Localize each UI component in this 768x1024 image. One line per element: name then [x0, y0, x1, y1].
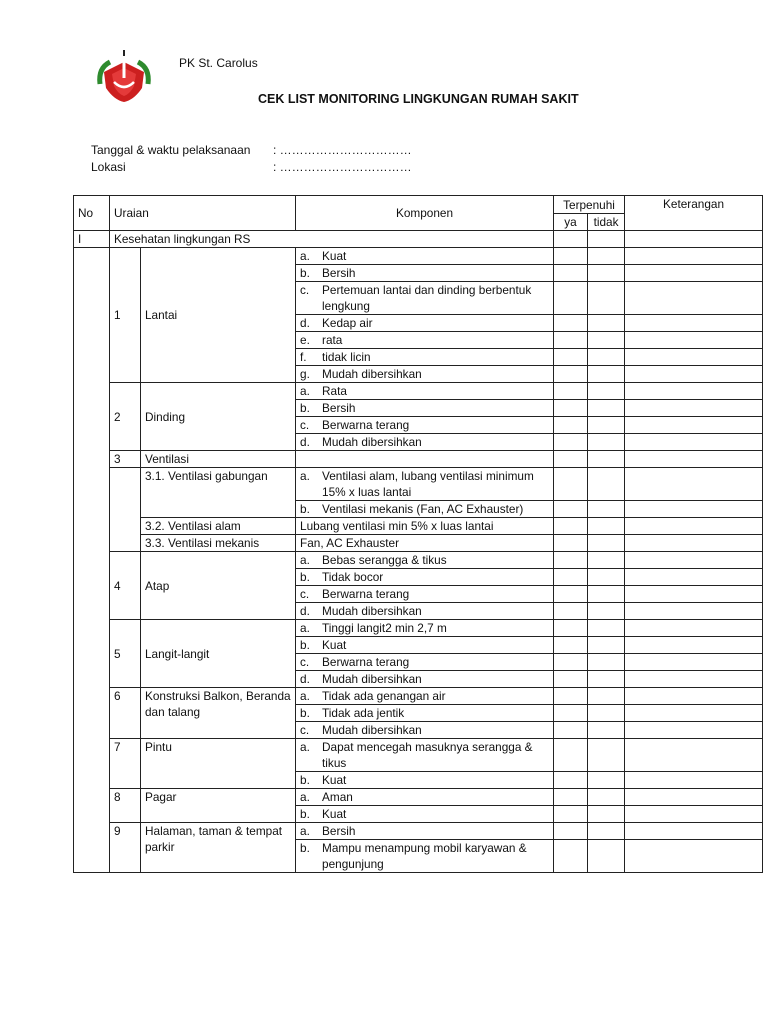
- component-cell: [296, 671, 554, 688]
- component-text: Mudah dibersihkan: [322, 367, 422, 381]
- keterangan-cell[interactable]: [625, 451, 763, 468]
- no-cell: [110, 468, 141, 552]
- component-letter: d.: [300, 672, 310, 686]
- meta-row-location: [91, 160, 412, 174]
- keterangan-cell[interactable]: [625, 569, 763, 586]
- keterangan-cell[interactable]: [625, 722, 763, 739]
- component-text: Mampu menampung mobil karyawan & pengunjung: [322, 841, 527, 871]
- component-cell: [296, 552, 554, 569]
- check-ya-cell[interactable]: [554, 468, 588, 501]
- item-label: Konstruksi Balkon, Beranda dan talang: [141, 688, 296, 739]
- keterangan-cell[interactable]: [625, 417, 763, 434]
- check-ya-cell[interactable]: [554, 417, 588, 434]
- check-tidak-cell[interactable]: [588, 637, 625, 654]
- component-text: Ventilasi alam, lubang ventilasi minimum 15% x luas lantai: [322, 469, 534, 499]
- component-text: Tidak ada genangan air: [322, 689, 446, 703]
- keterangan-cell[interactable]: [625, 603, 763, 620]
- keterangan-cell[interactable]: [625, 705, 763, 722]
- meta-label: Lokasi: [91, 160, 126, 174]
- check-tidak-cell[interactable]: [588, 654, 625, 671]
- keterangan-cell[interactable]: [625, 671, 763, 688]
- check-tidak-cell[interactable]: [588, 569, 625, 586]
- table-row: [74, 552, 763, 569]
- component-cell: [296, 806, 554, 823]
- component-text: Bersih: [322, 266, 356, 280]
- component-text: Mudah dibersihkan: [322, 723, 422, 737]
- check-tidak-cell[interactable]: [588, 501, 625, 518]
- item-label: Langit-langit: [141, 620, 296, 688]
- check-ya-cell[interactable]: [554, 739, 588, 772]
- component-text: Kuat: [322, 249, 347, 263]
- check-tidak-cell[interactable]: [588, 722, 625, 739]
- component-text: Kedap air: [322, 316, 373, 330]
- item-number: 7: [110, 739, 141, 789]
- keterangan-cell[interactable]: [625, 383, 763, 400]
- table-row: [74, 248, 763, 265]
- section-label: Kesehatan lingkungan RS: [110, 231, 554, 248]
- check-ya-cell[interactable]: [554, 282, 588, 315]
- item-number: 9: [110, 823, 141, 873]
- check-ya-cell[interactable]: [554, 434, 588, 451]
- table-row: [74, 739, 763, 772]
- meta-row-date: [91, 143, 412, 157]
- component-letter: d.: [300, 316, 310, 330]
- component-text: Rata: [322, 384, 347, 398]
- sub-item-label: 3.1. Ventilasi gabungan: [141, 468, 296, 518]
- check-ya-cell[interactable]: [554, 518, 588, 535]
- check-tidak-cell[interactable]: [588, 688, 625, 705]
- component-cell: [296, 349, 554, 366]
- component-cell: [296, 823, 554, 840]
- check-ya-cell[interactable]: [554, 603, 588, 620]
- component-letter: c.: [300, 283, 310, 297]
- component-cell: [296, 705, 554, 722]
- component-letter: c.: [300, 655, 310, 669]
- component-letter: b.: [300, 502, 310, 516]
- keterangan-cell[interactable]: [625, 535, 763, 552]
- header-ya: ya: [554, 214, 588, 231]
- check-tidak-cell[interactable]: [588, 739, 625, 772]
- component-cell: Lubang ventilasi min 5% x luas lantai: [296, 518, 554, 535]
- keterangan-cell[interactable]: [625, 332, 763, 349]
- table-row: [74, 468, 763, 501]
- check-tidak-cell[interactable]: [588, 451, 625, 468]
- component-cell: [296, 620, 554, 637]
- item-label: Dinding: [141, 383, 296, 451]
- check-ya-cell[interactable]: [554, 231, 588, 248]
- component-letter: b.: [300, 638, 310, 652]
- keterangan-cell[interactable]: [625, 501, 763, 518]
- table-row: [74, 451, 763, 468]
- component-cell: [296, 688, 554, 705]
- component-cell: [296, 654, 554, 671]
- component-letter: b.: [300, 807, 310, 821]
- keterangan-cell[interactable]: [625, 315, 763, 332]
- keterangan-cell[interactable]: [625, 789, 763, 806]
- keterangan-cell[interactable]: [625, 586, 763, 603]
- keterangan-cell[interactable]: [625, 552, 763, 569]
- component-text: Aman: [322, 790, 353, 804]
- component-letter: a.: [300, 824, 310, 838]
- check-tidak-cell[interactable]: [588, 586, 625, 603]
- keterangan-cell[interactable]: [625, 823, 763, 840]
- keterangan-cell[interactable]: [625, 739, 763, 772]
- keterangan-cell[interactable]: [625, 434, 763, 451]
- item-number: 2: [110, 383, 141, 451]
- keterangan-cell[interactable]: [625, 772, 763, 789]
- sub-item-label: 3.2. Ventilasi alam: [141, 518, 296, 535]
- component-cell: [296, 789, 554, 806]
- check-ya-cell[interactable]: [554, 248, 588, 265]
- item-label: Lantai: [141, 248, 296, 383]
- check-ya-cell[interactable]: [554, 501, 588, 518]
- component-cell: [296, 637, 554, 654]
- component-cell: [296, 417, 554, 434]
- check-tidak-cell[interactable]: [588, 400, 625, 417]
- check-ya-cell[interactable]: [554, 349, 588, 366]
- component-cell: [296, 586, 554, 603]
- checklist-table: [73, 195, 763, 873]
- checklist-body: [74, 231, 763, 873]
- check-tidak-cell[interactable]: [588, 434, 625, 451]
- check-ya-cell[interactable]: [554, 772, 588, 789]
- component-text: Pertemuan lantai dan dinding berbentuk lengkung: [322, 283, 532, 313]
- check-ya-cell[interactable]: [554, 383, 588, 400]
- keterangan-cell[interactable]: [625, 654, 763, 671]
- meta-value: : ……………………………: [273, 160, 412, 174]
- keterangan-cell[interactable]: [625, 806, 763, 823]
- meta-label: Tanggal & waktu pelaksanaan: [91, 143, 251, 157]
- component-cell: [296, 772, 554, 789]
- check-ya-cell[interactable]: [554, 265, 588, 282]
- keterangan-cell[interactable]: [625, 248, 763, 265]
- check-ya-cell[interactable]: [554, 552, 588, 569]
- component-text: Berwarna terang: [322, 418, 410, 432]
- check-ya-cell[interactable]: [554, 569, 588, 586]
- check-tidak-cell[interactable]: [588, 840, 625, 873]
- keterangan-cell[interactable]: [625, 688, 763, 705]
- component-cell: [296, 332, 554, 349]
- check-tidak-cell[interactable]: [588, 772, 625, 789]
- keterangan-cell[interactable]: [625, 840, 763, 873]
- check-ya-cell[interactable]: [554, 671, 588, 688]
- check-tidak-cell[interactable]: [588, 366, 625, 383]
- keterangan-cell[interactable]: [625, 468, 763, 501]
- check-ya-cell[interactable]: [554, 535, 588, 552]
- header-no: No: [74, 196, 110, 231]
- component-text: Kuat: [322, 773, 347, 787]
- check-ya-cell[interactable]: [554, 823, 588, 840]
- section-number: I: [74, 231, 110, 248]
- check-tidak-cell[interactable]: [588, 315, 625, 332]
- table-row: [74, 620, 763, 637]
- component-letter: c.: [300, 418, 310, 432]
- header-keterangan: Keterangan: [625, 196, 763, 231]
- table-row: [74, 823, 763, 840]
- keterangan-cell[interactable]: [625, 265, 763, 282]
- component-letter: b.: [300, 773, 310, 787]
- component-text: Tinggi langit2 min 2,7 m: [322, 621, 447, 635]
- component-cell: [296, 603, 554, 620]
- check-tidak-cell[interactable]: [588, 265, 625, 282]
- component-letter: b.: [300, 266, 310, 280]
- check-tidak-cell[interactable]: [588, 231, 625, 248]
- component-letter: a.: [300, 249, 310, 263]
- check-tidak-cell[interactable]: [588, 468, 625, 501]
- sub-item-label: 3.3. Ventilasi mekanis: [141, 535, 296, 552]
- table-row: [74, 535, 763, 552]
- check-ya-cell[interactable]: [554, 620, 588, 637]
- header-uraian: Uraian: [110, 196, 296, 231]
- check-ya-cell[interactable]: [554, 451, 588, 468]
- component-text: rata: [322, 333, 343, 347]
- component-text: Mudah dibersihkan: [322, 435, 422, 449]
- keterangan-cell[interactable]: [625, 231, 763, 248]
- component-letter: a.: [300, 553, 310, 567]
- component-text: Mudah dibersihkan: [322, 604, 422, 618]
- check-tidak-cell[interactable]: [588, 282, 625, 315]
- component-letter: c.: [300, 723, 310, 737]
- check-tidak-cell[interactable]: [588, 332, 625, 349]
- component-text: tidak licin: [322, 350, 371, 364]
- check-tidak-cell[interactable]: [588, 603, 625, 620]
- check-tidak-cell[interactable]: [588, 349, 625, 366]
- organization-name: PK St. Carolus: [179, 56, 258, 70]
- check-ya-cell[interactable]: [554, 637, 588, 654]
- component-letter: d.: [300, 604, 310, 618]
- table-row: [74, 383, 763, 400]
- component-letter: a.: [300, 621, 310, 635]
- item-number: 5: [110, 620, 141, 688]
- header-terpenuhi: Terpenuhi: [554, 196, 625, 214]
- component-cell: [296, 501, 554, 518]
- component-letter: e.: [300, 333, 310, 347]
- item-number: 4: [110, 552, 141, 620]
- component-cell: [296, 282, 554, 315]
- keterangan-cell[interactable]: [625, 518, 763, 535]
- check-ya-cell[interactable]: [554, 400, 588, 417]
- item-label: Ventilasi: [141, 451, 296, 468]
- keterangan-cell[interactable]: [625, 620, 763, 637]
- check-tidak-cell[interactable]: [588, 789, 625, 806]
- component-cell: [296, 569, 554, 586]
- component-text: Berwarna terang: [322, 587, 410, 601]
- item-number: 1: [110, 248, 141, 383]
- check-tidak-cell[interactable]: [588, 383, 625, 400]
- header-komponen: Komponen: [296, 196, 554, 231]
- check-ya-cell[interactable]: [554, 840, 588, 873]
- item-number: 8: [110, 789, 141, 823]
- item-number: 6: [110, 688, 141, 739]
- component-text: Berwarna terang: [322, 655, 410, 669]
- component-text: Bebas serangga & tikus: [322, 553, 447, 567]
- component-cell: Fan, AC Exhauster: [296, 535, 554, 552]
- no-cell: [74, 248, 110, 873]
- component-text: Mudah dibersihkan: [322, 672, 422, 686]
- component-cell: [296, 451, 554, 468]
- component-letter: b.: [300, 570, 310, 584]
- check-tidak-cell[interactable]: [588, 806, 625, 823]
- item-label: Halaman, taman & tempat parkir: [141, 823, 296, 873]
- check-tidak-cell[interactable]: [588, 823, 625, 840]
- component-letter: b.: [300, 841, 310, 855]
- check-tidak-cell[interactable]: [588, 535, 625, 552]
- table-row: [74, 518, 763, 535]
- check-ya-cell[interactable]: [554, 654, 588, 671]
- component-letter: f.: [300, 350, 307, 364]
- header-tidak: tidak: [588, 214, 625, 231]
- check-tidak-cell[interactable]: [588, 552, 625, 569]
- table-row: [74, 688, 763, 705]
- keterangan-cell[interactable]: [625, 400, 763, 417]
- component-cell: [296, 722, 554, 739]
- check-ya-cell[interactable]: [554, 315, 588, 332]
- keterangan-cell[interactable]: [625, 637, 763, 654]
- component-letter: b.: [300, 401, 310, 415]
- check-ya-cell[interactable]: [554, 366, 588, 383]
- component-cell: [296, 739, 554, 772]
- component-letter: c.: [300, 587, 310, 601]
- component-letter: d.: [300, 435, 310, 449]
- component-text: Tidak bocor: [322, 570, 384, 584]
- component-letter: a.: [300, 740, 310, 754]
- component-cell: [296, 468, 554, 501]
- component-text: Tidak ada jentik: [322, 706, 405, 720]
- component-cell: [296, 315, 554, 332]
- component-cell: [296, 248, 554, 265]
- component-text: Ventilasi mekanis (Fan, AC Exhauster): [322, 502, 524, 516]
- check-ya-cell[interactable]: [554, 806, 588, 823]
- component-letter: g.: [300, 367, 310, 381]
- table-row: [74, 789, 763, 806]
- item-label: Atap: [141, 552, 296, 620]
- check-tidak-cell[interactable]: [588, 671, 625, 688]
- component-text: Dapat mencegah masuknya serangga & tikus: [322, 740, 533, 770]
- component-letter: a.: [300, 384, 310, 398]
- keterangan-cell[interactable]: [625, 349, 763, 366]
- item-label: Pintu: [141, 739, 296, 789]
- check-ya-cell[interactable]: [554, 586, 588, 603]
- check-ya-cell[interactable]: [554, 722, 588, 739]
- check-ya-cell[interactable]: [554, 789, 588, 806]
- component-cell: [296, 434, 554, 451]
- check-ya-cell[interactable]: [554, 332, 588, 349]
- check-ya-cell[interactable]: [554, 705, 588, 722]
- component-cell: [296, 840, 554, 873]
- item-label: Pagar: [141, 789, 296, 823]
- component-letter: a.: [300, 689, 310, 703]
- meta-value: : ……………………………: [273, 143, 412, 157]
- component-cell: [296, 383, 554, 400]
- keterangan-cell[interactable]: [625, 366, 763, 383]
- check-ya-cell[interactable]: [554, 688, 588, 705]
- component-cell: [296, 400, 554, 417]
- check-tidak-cell[interactable]: [588, 620, 625, 637]
- check-tidak-cell[interactable]: [588, 518, 625, 535]
- keterangan-cell[interactable]: [625, 282, 763, 315]
- component-cell: [296, 366, 554, 383]
- check-tidak-cell[interactable]: [588, 705, 625, 722]
- component-cell: [296, 265, 554, 282]
- component-letter: a.: [300, 469, 310, 483]
- check-tidak-cell[interactable]: [588, 417, 625, 434]
- component-text: Kuat: [322, 807, 347, 821]
- item-number: 3: [110, 451, 141, 468]
- check-tidak-cell[interactable]: [588, 248, 625, 265]
- page-title: CEK LIST MONITORING LINGKUNGAN RUMAH SAKIT: [258, 92, 579, 106]
- component-text: Bersih: [322, 824, 356, 838]
- component-text: Bersih: [322, 401, 356, 415]
- component-letter: b.: [300, 706, 310, 720]
- component-text: Kuat: [322, 638, 347, 652]
- component-letter: a.: [300, 790, 310, 804]
